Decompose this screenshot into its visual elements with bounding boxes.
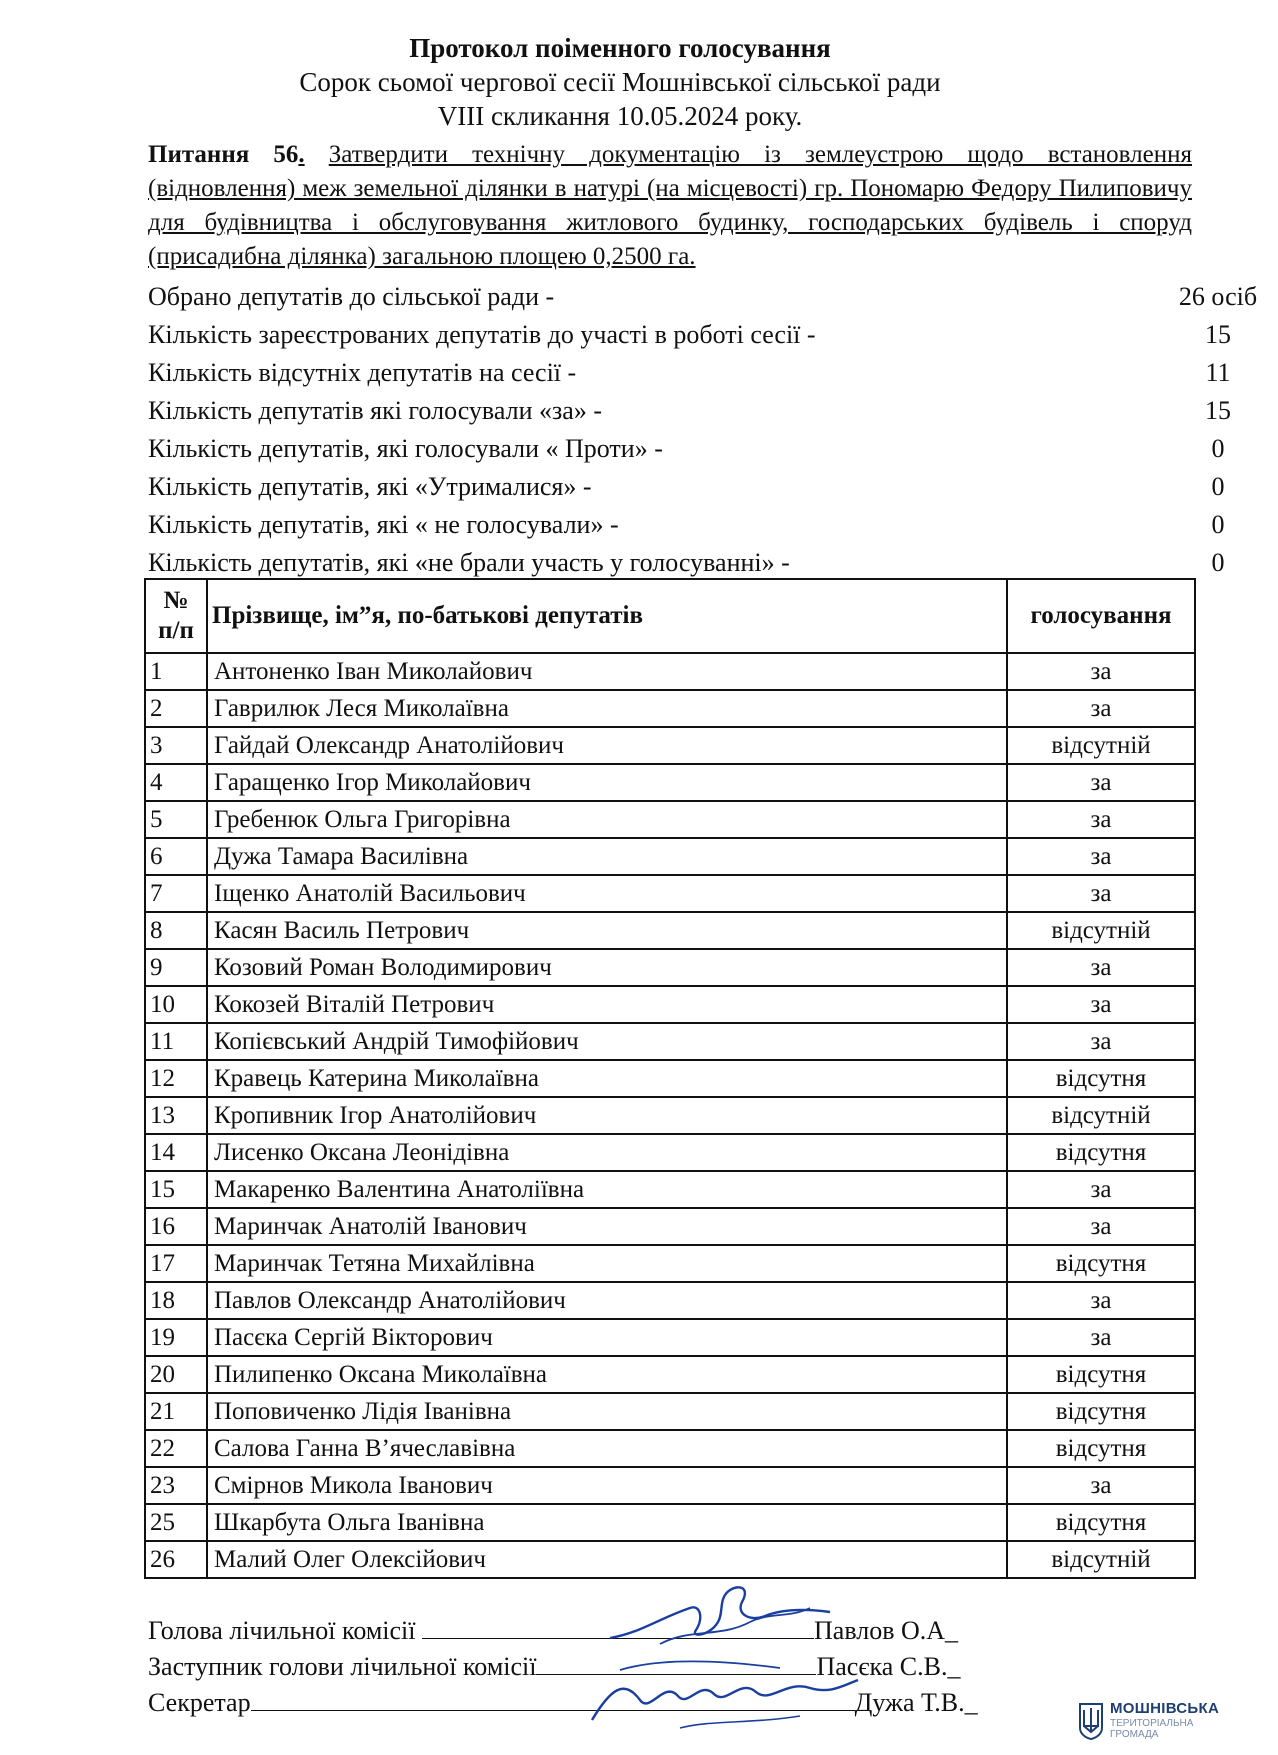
vote-result: за <box>1007 653 1195 690</box>
row-number: 17 <box>145 1245 207 1282</box>
signature-name: Дужа Т.В._ <box>854 1688 978 1717</box>
stat-label: Кількість депутатів, які « не голосували» - <box>148 510 619 539</box>
vote-result: за <box>1007 764 1195 801</box>
deputy-name: Гаврилюк Леся Миколаївна <box>207 690 1007 727</box>
vote-result: за <box>1007 1023 1195 1060</box>
row-number: 16 <box>145 1208 207 1245</box>
row-number: 22 <box>145 1430 207 1467</box>
deputy-name: Шкарбута Ольга Іванівна <box>207 1504 1007 1541</box>
table-row <box>145 690 1195 727</box>
vote-result: відсутній <box>1007 727 1195 764</box>
stat-row <box>148 506 1225 544</box>
table-row <box>145 764 1195 801</box>
row-number: 20 <box>145 1356 207 1393</box>
row-number: 14 <box>145 1134 207 1171</box>
vote-result: за <box>1007 690 1195 727</box>
row-number: 25 <box>145 1504 207 1541</box>
table-row <box>145 1356 1195 1393</box>
stat-value: 0 <box>1211 510 1225 539</box>
deputy-name: Гребенюк Ольга Григорівна <box>207 801 1007 838</box>
stat-value: 15 <box>1205 396 1231 425</box>
row-number: 9 <box>145 949 207 986</box>
stat-value: 0 <box>1211 472 1225 501</box>
deputy-name: Кокозей Віталій Петрович <box>207 986 1007 1023</box>
stat-row <box>148 430 1225 468</box>
row-number: 8 <box>145 912 207 949</box>
row-number: 21 <box>145 1393 207 1430</box>
deputy-name: Іщенко Анатолій Васильович <box>207 875 1007 912</box>
deputy-name: Салова Ганна В’ячеславівна <box>207 1430 1007 1467</box>
stat-label: Кількість депутатів, які «не брали участь у голосуванні» - <box>148 548 790 577</box>
trident-emblem-icon <box>1078 1702 1104 1740</box>
vote-result: відсутня <box>1007 1430 1195 1467</box>
table-row <box>145 1282 1195 1319</box>
deputy-name: Дужа Тамара Василівна <box>207 838 1007 875</box>
header-number-line1: № <box>163 587 189 614</box>
row-number: 2 <box>145 690 207 727</box>
convocation-date-line: VIII скликання 10.05.2024 року. <box>437 101 803 131</box>
vote-result: за <box>1007 1282 1195 1319</box>
stat-row <box>148 316 1231 354</box>
row-number: 26 <box>145 1541 207 1578</box>
vote-result: за <box>1007 838 1195 875</box>
vote-result: відсутня <box>1007 1060 1195 1097</box>
deputy-name: Маринчак Анатолій Іванович <box>207 1208 1007 1245</box>
stat-label: Обрано депутатів до сільської ради - <box>148 282 555 311</box>
community-logo <box>1078 1700 1228 1744</box>
table-row <box>145 1097 1195 1134</box>
row-number: 11 <box>145 1023 207 1060</box>
row-number: 15 <box>145 1171 207 1208</box>
logo-subtitle <box>1110 1718 1193 1740</box>
stat-label: Кількість депутатів, які «Утрималися» - <box>148 472 592 501</box>
header-name: Прізвище, ім”я, по-батькові депутатів <box>207 579 1007 653</box>
question-label-dot: . <box>298 141 305 168</box>
deputy-name: Лисенко Оксана Леонідівна <box>207 1134 1007 1171</box>
stat-row <box>148 392 1231 430</box>
signature-role: Заступник голови лічильної комісії <box>148 1652 537 1681</box>
roll-call-table <box>144 578 1196 1579</box>
stat-value: 11 <box>1205 358 1231 387</box>
stat-row <box>148 468 1225 506</box>
signature-role: Голова лічильної комісії <box>148 1616 416 1645</box>
header-number-line2: п/п <box>158 617 194 644</box>
deputy-name: Копієвський Андрій Тимофійович <box>207 1023 1007 1060</box>
table-body <box>145 653 1195 1578</box>
stat-value: 0 <box>1211 434 1225 463</box>
deputy-name: Макаренко Валентина Анатоліївна <box>207 1171 1007 1208</box>
deputy-name: Гайдай Олександр Анатолійович <box>207 727 1007 764</box>
vote-result: за <box>1007 1319 1195 1356</box>
vote-result: відсутня <box>1007 1245 1195 1282</box>
deputy-name: Козовий Роман Володимирович <box>207 949 1007 986</box>
deputy-name: Поповиченко Лідія Іванівна <box>207 1393 1007 1430</box>
vote-result: відсутня <box>1007 1504 1195 1541</box>
stat-label: Кількість депутатів які голосували «за» - <box>148 396 602 425</box>
signature-role: Секретар <box>148 1688 251 1717</box>
deputy-name: Гаращенко Ігор Миколайович <box>207 764 1007 801</box>
table-row <box>145 912 1195 949</box>
vote-result: відсутня <box>1007 1134 1195 1171</box>
agenda-question <box>148 138 1192 274</box>
vote-result: за <box>1007 875 1195 912</box>
vote-result: відсутній <box>1007 1097 1195 1134</box>
vote-result: за <box>1007 986 1195 1023</box>
stat-label: Кількість зареєстрованих депутатів до участі в роботі сесії - <box>148 320 816 349</box>
vote-statistics <box>148 278 1258 582</box>
deputy-name: Павлов Олександр Анатолійович <box>207 1282 1007 1319</box>
row-number: 4 <box>145 764 207 801</box>
table-row <box>145 1467 1195 1504</box>
deputy-name: Маринчак Тетяна Михайлівна <box>207 1245 1007 1282</box>
row-number: 7 <box>145 875 207 912</box>
table-row <box>145 801 1195 838</box>
vote-result: відсутній <box>1007 912 1195 949</box>
row-number: 12 <box>145 1060 207 1097</box>
table-row <box>145 1245 1195 1282</box>
deputy-name: Антоненко Іван Миколайович <box>207 653 1007 690</box>
row-number: 23 <box>145 1467 207 1504</box>
question-text: Затвердити технічну документацію із землеустрою щодо встановлення (відновлення) меж земельної ділянки в натурі (на місцевості) гр. Пономарю Федору Пилиповичу для будівництва і обслуговування житлового будинку, господарських будівель і споруд (присадибна ділянка) загальною площею 0,2500 га. <box>148 141 1192 270</box>
table-row <box>145 1208 1195 1245</box>
deputy-name: Пасєка Сергій Вікторович <box>207 1319 1007 1356</box>
header-number <box>145 579 207 653</box>
stat-row <box>148 544 1225 582</box>
handwritten-signature-icon <box>580 1650 870 1740</box>
table-row <box>145 653 1195 690</box>
table-header-row <box>145 579 1195 653</box>
table-row <box>145 727 1195 764</box>
logo-subtitle-line2: ГРОМАДА <box>1110 1729 1159 1740</box>
stat-value: 0 <box>1211 548 1225 577</box>
deputy-name: Смірнов Микола Іванович <box>207 1467 1007 1504</box>
deputy-name: Пилипенко Оксана Миколаївна <box>207 1356 1007 1393</box>
signature-name: Павлов О.А_ <box>814 1616 959 1645</box>
vote-result: за <box>1007 1208 1195 1245</box>
table-row <box>145 1541 1195 1578</box>
stat-row <box>148 278 1258 316</box>
logo-subtitle-line1: ТЕРИТОРІАЛЬНА <box>1110 1718 1194 1729</box>
table-row <box>145 1430 1195 1467</box>
stat-label: Кількість відсутніх депутатів на сесії - <box>148 358 577 387</box>
stat-value: 15 <box>1205 320 1231 349</box>
row-number: 19 <box>145 1319 207 1356</box>
row-number: 13 <box>145 1097 207 1134</box>
table-row <box>145 1504 1195 1541</box>
table-row <box>145 1023 1195 1060</box>
handwritten-signature-icon <box>600 1578 860 1658</box>
stat-row <box>148 354 1231 392</box>
deputy-name: Малий Олег Олексійович <box>207 1541 1007 1578</box>
document-title: Протокол поіменного голосування <box>409 33 831 63</box>
header-vote: голосування <box>1007 579 1195 653</box>
table-row <box>145 1134 1195 1171</box>
table-row <box>145 1393 1195 1430</box>
deputy-name: Касян Василь Петрович <box>207 912 1007 949</box>
vote-result: за <box>1007 949 1195 986</box>
logo-title: МОШНІВСЬКА <box>1110 1700 1220 1717</box>
row-number: 18 <box>145 1282 207 1319</box>
table-row <box>145 1171 1195 1208</box>
row-number: 1 <box>145 653 207 690</box>
vote-result: відсутній <box>1007 1541 1195 1578</box>
vote-result: за <box>1007 801 1195 838</box>
row-number: 10 <box>145 986 207 1023</box>
vote-result: за <box>1007 1171 1195 1208</box>
table-row <box>145 1319 1195 1356</box>
vote-result: за <box>1007 1467 1195 1504</box>
row-number: 3 <box>145 727 207 764</box>
table-row <box>145 949 1195 986</box>
stat-value: 26 осіб <box>1178 282 1258 311</box>
row-number: 6 <box>145 838 207 875</box>
row-number: 5 <box>145 801 207 838</box>
table-row <box>145 1060 1195 1097</box>
session-line: Сорок сьомої чергової сесії Мошнівської сільської ради <box>299 67 941 97</box>
signature-name: Пасєка С.В._ <box>816 1652 961 1681</box>
table-row <box>145 838 1195 875</box>
table-row <box>145 986 1195 1023</box>
table-row <box>145 875 1195 912</box>
stat-label: Кількість депутатів, які голосували « Проти» - <box>148 434 663 463</box>
vote-result: відсутня <box>1007 1393 1195 1430</box>
deputy-name: Кравець Катерина Миколаївна <box>207 1060 1007 1097</box>
vote-result: відсутня <box>1007 1356 1195 1393</box>
deputy-name: Кропивник Ігор Анатолійович <box>207 1097 1007 1134</box>
question-label: Питання 56 <box>148 141 299 168</box>
